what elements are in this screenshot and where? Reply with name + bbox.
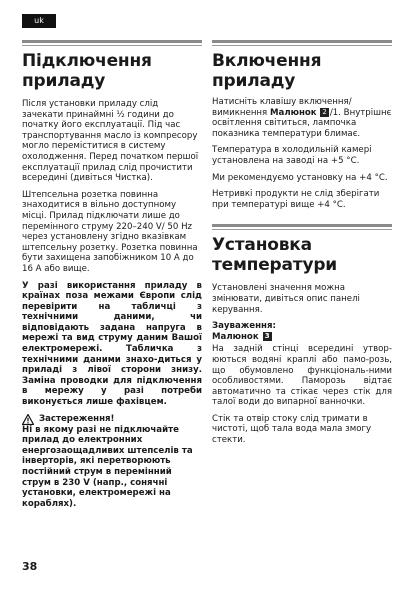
section-rule bbox=[22, 40, 202, 43]
paragraph-factory-temp: Температура в холодильній камері установлена на заводі на +5 °C. bbox=[212, 145, 372, 166]
figure-line bbox=[212, 332, 392, 343]
right-column bbox=[212, 40, 392, 452]
paragraph-drain: Стік та отвір стоку слід тримати в чистоті, щоб тала вода мала змогу стекти. bbox=[212, 413, 372, 446]
section-rule-thin bbox=[22, 45, 202, 46]
section-rule bbox=[212, 224, 392, 227]
warning-title: Застереження! bbox=[39, 413, 115, 424]
press-key-text-2: /1. Внутрішнє освітлення світиться, лампочка показника температури блимає. bbox=[212, 107, 392, 139]
language-tab: uk bbox=[22, 14, 56, 28]
paragraph-perishable: Нетривкі продукти не слід зберігати при температурі вище +4 °C. bbox=[212, 189, 380, 210]
left-column bbox=[22, 40, 202, 515]
section-rule bbox=[212, 40, 392, 43]
title-line-1: Установка bbox=[212, 235, 312, 256]
figure-badge: 2 bbox=[322, 107, 327, 116]
figure-ref: Малюнок bbox=[212, 331, 259, 342]
paragraph-outside-europe: У разі використання приладу в країнах поза межами Європи слід перевірити на табличці з технічними даними, чи відповідають задана напруга в мережі та вид струму даним Вашої електромережі. Табличка з технічними даними знахо-диться у приладі з лівої сторони знизу. Заміна проводки для підключення в мережу у разі потреби виконується лише фахівцем. bbox=[22, 280, 202, 408]
paragraph-warning: Ні в якому разі не підключайте прилад до електронних енергозаощадливих штепселів та інверторів, які перетворюють постійний струм в перемінний струм в 230 V (напр., сонячні установки, електромережі на кораблях). bbox=[22, 424, 193, 509]
figure-ref: Малюнок bbox=[269, 107, 317, 118]
warning-heading bbox=[22, 414, 202, 425]
section-title-switch-on: Включення приладу bbox=[212, 51, 322, 91]
paragraph-setup-wait: Після установки приладу слід зачекати принаймні ½ години до початку його експлуатації. Під час транспортування масло із компресору могло переміститися в систему охолодження. Перед початком першої експлуатації прилад слід прочистити всередині (дивіться Чистка). bbox=[22, 99, 199, 184]
paragraph-socket: Штепсельна розетка повинна знаходитися в вільно доступному місці. Прилад підключати лише до перемінного струму 220–240 V/ 50 Hz через установлену згідно вказівкам штепсельну розетку. Розетка повинна бути захищена запобіжником 10 A до 16 A або вище. bbox=[22, 189, 198, 274]
warning-triangle-icon bbox=[22, 414, 34, 425]
figure-badge: 3 bbox=[264, 331, 270, 340]
paragraph-condensation: На задній стінці всередині утвор-юються водяні краплі або памо-розь, що обумовлено функціональ-ними особливостями. Паморозь відтає автоматично та стікає через стік для талої води до випарної ванночки. bbox=[212, 344, 392, 408]
paragraph-values: Установлені значення можна змінювати, дивіться опис панелі керування. bbox=[212, 283, 360, 315]
page-number: 38 bbox=[22, 560, 38, 573]
section-rule-thin bbox=[212, 229, 392, 230]
notes-heading: Зауваження: bbox=[212, 321, 276, 332]
press-key-text: Натисніть клавішу включення/ вимикнення bbox=[212, 97, 352, 118]
title-line-2: температури bbox=[212, 255, 338, 276]
section-title-temperature bbox=[212, 235, 392, 275]
title-line-2: приладу bbox=[22, 71, 106, 91]
title-line-1: Підключення bbox=[22, 51, 152, 71]
paragraph-press-key bbox=[212, 97, 392, 139]
section-title-connection bbox=[22, 51, 202, 91]
paragraph-recommend: Ми рекомендуємо установку на +4 °C. bbox=[212, 172, 388, 183]
section-rule-thin bbox=[212, 45, 392, 46]
